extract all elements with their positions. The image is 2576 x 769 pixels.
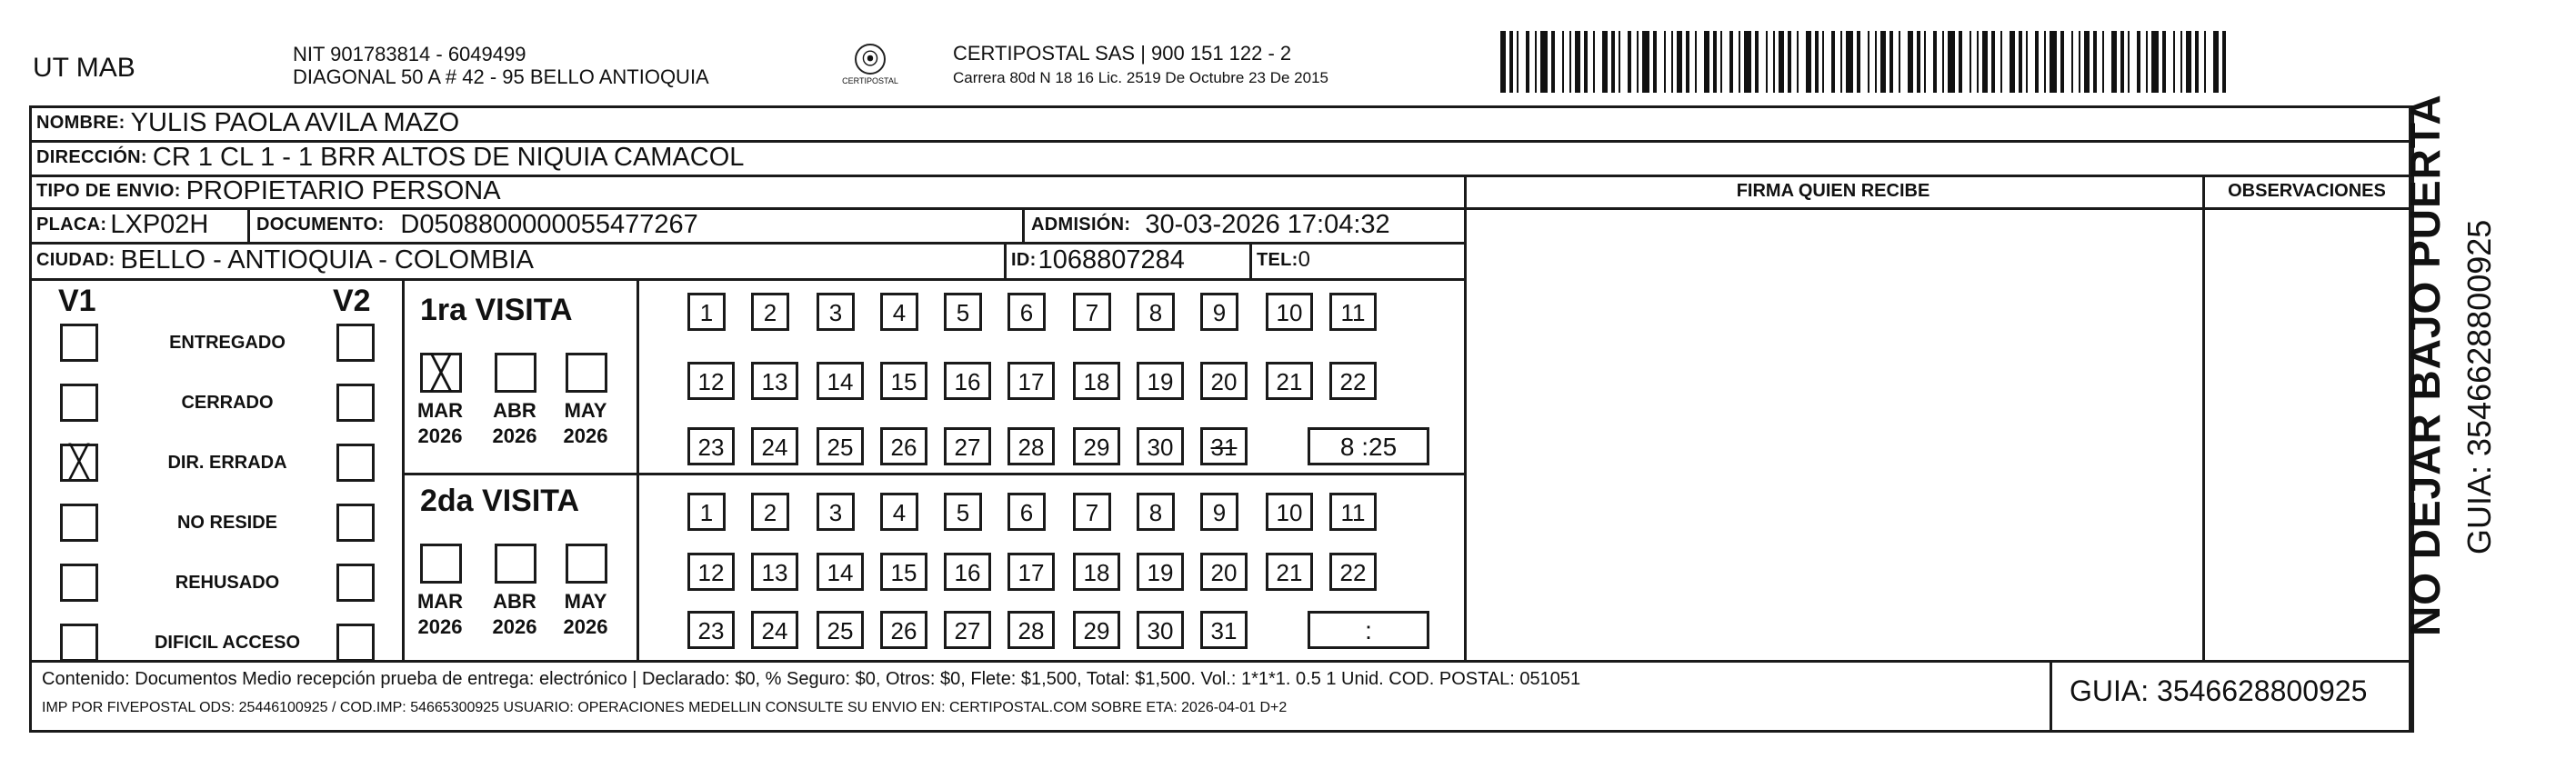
day-box[interactable]: 5: [944, 493, 982, 531]
day-box[interactable]: 12: [687, 553, 735, 591]
barcode-bar: [1868, 31, 1869, 93]
barcode-bar: [2111, 31, 2117, 93]
day-box[interactable]: 18: [1073, 362, 1120, 400]
barcode-bar: [1695, 31, 1697, 93]
day-box[interactable]: 6: [1007, 493, 1046, 531]
v2-checkbox[interactable]: [336, 384, 375, 422]
documento-value: D0508800000055477267: [400, 209, 698, 239]
day-box[interactable]: 20: [1200, 362, 1248, 400]
admision-cell: [1031, 207, 1390, 242]
day-box[interactable]: 13: [751, 553, 798, 591]
barcode-bar: [1806, 31, 1811, 93]
barcode-bar: [2146, 31, 2148, 93]
day-box[interactable]: 8: [1137, 293, 1175, 331]
day-box[interactable]: 24: [751, 427, 798, 465]
day-box[interactable]: 29: [1073, 427, 1120, 465]
day-box[interactable]: 1: [687, 293, 726, 331]
placa-divider: [247, 207, 250, 242]
day-box[interactable]: 10: [1266, 293, 1313, 331]
barcode-bar: [1739, 31, 1740, 93]
day-box[interactable]: 30: [1137, 611, 1184, 649]
address-value: CR 1 CL 1 - 1 BRR ALTOS DE NIQUIA CAMACOL: [152, 142, 745, 172]
certipostal-license: Carrera 80d N 18 16 Lic. 2519 De Octubre 23 De 2015: [953, 69, 1328, 86]
first-visit-title: 1ra VISITA: [420, 293, 573, 327]
name-label: NOMBRE:: [36, 112, 125, 133]
placa-value: LXP02H: [110, 209, 209, 239]
v2-checkbox[interactable]: [336, 564, 375, 602]
day-box[interactable]: 3: [817, 493, 855, 531]
barcode-bar: [1991, 31, 1995, 93]
day-box[interactable]: 10: [1266, 493, 1313, 531]
day-box[interactable]: 7: [1073, 293, 1111, 331]
day-box[interactable]: 11: [1329, 493, 1377, 531]
id-label: ID:: [1011, 249, 1037, 270]
barcode-bar: [1642, 31, 1649, 93]
logo-text: CERTIPOSTAL: [842, 76, 898, 85]
barcode-bar: [1822, 31, 1824, 93]
row-line: [29, 278, 1466, 281]
barcode-bar: [2071, 31, 2073, 93]
month-year: 2026: [417, 424, 463, 447]
day-box[interactable]: 16: [944, 362, 991, 400]
day-box[interactable]: 30: [1137, 427, 1184, 465]
day-box[interactable]: 15: [880, 362, 927, 400]
barcode-bar: [1755, 31, 1759, 93]
day-box[interactable]: 29: [1073, 611, 1120, 649]
certipostal-logo: [835, 44, 906, 85]
v1-checkbox[interactable]: ╳: [60, 444, 98, 482]
barcode-bar: [1840, 31, 1842, 93]
barcode-bar: [1982, 31, 1988, 93]
barcode-bar: [1773, 31, 1775, 93]
barcode-bar: [1744, 31, 1751, 93]
v1-checkbox[interactable]: [60, 624, 98, 662]
day-box[interactable]: 21: [1266, 362, 1313, 400]
barcode-bar: [2010, 31, 2015, 93]
day-box[interactable]: 12: [687, 362, 735, 400]
v1-label: V1: [58, 284, 96, 318]
barcode-bar: [2026, 31, 2028, 93]
barcode-bar: [1611, 31, 1615, 93]
day-box[interactable]: 17: [1007, 362, 1055, 400]
day-box[interactable]: 4: [880, 493, 918, 531]
certipostal-info: CERTIPOSTAL SAS | 900 151 122 - 2: [953, 42, 1292, 65]
barcode-bar: [2035, 31, 2039, 93]
barcode-bar: [1797, 31, 1799, 93]
month-checkbox[interactable]: [420, 544, 462, 584]
name-row: [36, 105, 459, 140]
ciudad-cell: [36, 242, 534, 278]
barcode-bar: [1664, 31, 1666, 93]
month-checkbox[interactable]: [566, 353, 607, 393]
day-box[interactable]: 2: [751, 493, 789, 531]
guia-number: GUIA: 3546628800925: [2070, 674, 2368, 707]
day-box[interactable]: 26: [880, 427, 927, 465]
company-address: DIAGONAL 50 A # 42 - 95 BELLO ANTIOQUIA: [293, 65, 709, 88]
barcode-bar: [1977, 31, 1979, 93]
admision-label: ADMISIÓN:: [1031, 214, 1131, 235]
v2-checkbox[interactable]: [336, 504, 375, 542]
day-box[interactable]: 22: [1329, 553, 1377, 591]
day-box[interactable]: 16: [944, 553, 991, 591]
status-label: NO RESIDE: [176, 513, 278, 533]
v2-checkbox[interactable]: [336, 624, 375, 662]
barcode-bar: [2213, 31, 2219, 93]
barcode-bar: [1619, 31, 1620, 93]
barcode-bar: [1500, 31, 1506, 93]
tel-value: 0: [1298, 247, 1310, 272]
barcode-bar: [2128, 31, 2130, 93]
barcode-bar: [1880, 31, 1886, 93]
documento-label: DOCUMENTO:: [256, 214, 385, 235]
day-box[interactable]: 21: [1266, 553, 1313, 591]
barcode-bar: [2019, 31, 2022, 93]
day-box[interactable]: 27: [944, 611, 991, 649]
time-box[interactable]: 8 :25: [1308, 427, 1429, 465]
barcode-bar: [2204, 31, 2206, 93]
barcode-bar: [2162, 31, 2166, 93]
tipo-value: PROPIETARIO PERSONA: [185, 175, 501, 205]
id-value: 1068807284: [1037, 245, 1185, 275]
day-box[interactable]: 31: [1200, 427, 1248, 465]
day-box[interactable]: 9: [1200, 493, 1238, 531]
tel-divider: [1249, 242, 1252, 278]
status-label: ENTREGADO: [169, 333, 286, 353]
barcode-bar: [2060, 31, 2064, 93]
day-box[interactable]: 6: [1007, 293, 1046, 331]
time-box[interactable]: :: [1308, 611, 1429, 649]
month-year: 2026: [492, 424, 537, 447]
name-value: YULIS PAOLA AVILA MAZO: [130, 107, 460, 137]
month-label: MAY: [564, 590, 607, 613]
status-divider: [402, 278, 405, 660]
barcode-bar: [1713, 31, 1717, 93]
barcode-bar: [1509, 31, 1513, 93]
day-box[interactable]: 27: [944, 427, 991, 465]
day-box[interactable]: 14: [817, 362, 864, 400]
barcode-bar: [1959, 31, 1962, 93]
day-box[interactable]: 4: [880, 293, 918, 331]
barcode-bar: [2102, 31, 2104, 93]
id-divider: [1004, 242, 1007, 278]
day-box[interactable]: 25: [817, 611, 864, 649]
barcode-bar: [1584, 31, 1588, 93]
barcode-bar: [1653, 31, 1657, 93]
barcode-bar: [2180, 31, 2182, 93]
tel-label: TEL:: [1257, 249, 1298, 270]
barcode-bar: [1889, 31, 1893, 93]
barcode-bar: [1908, 31, 1913, 93]
day-box[interactable]: 19: [1137, 553, 1184, 591]
placa-cell: [36, 207, 208, 242]
day-box[interactable]: 9: [1200, 293, 1238, 331]
day-box[interactable]: 3: [817, 293, 855, 331]
barcode-bar: [1899, 31, 1900, 93]
month-label: MAR: [416, 590, 464, 613]
month-checkbox[interactable]: [566, 544, 607, 584]
barcode-bar: [1917, 31, 1920, 93]
barcode-bar: [1779, 31, 1784, 93]
day-box[interactable]: 24: [751, 611, 798, 649]
id-cell: [1011, 242, 1185, 278]
tel-cell: [1257, 242, 1310, 278]
barcode-bar: [1788, 31, 1791, 93]
barcode-bar: [2093, 31, 2097, 93]
admision-divider: [1022, 207, 1025, 242]
day-box[interactable]: 1: [687, 493, 726, 531]
barcode-bar: [1637, 31, 1639, 93]
barcode-bar: [1593, 31, 1595, 93]
day-box[interactable]: 17: [1007, 553, 1055, 591]
barcode-bar: [2151, 31, 2159, 93]
barcode-bar: [1970, 31, 1971, 93]
barcode-bar: [1720, 31, 1722, 93]
barcode-bar: [1704, 31, 1709, 93]
barcode-bar: [1766, 31, 1768, 93]
firma-header-line: [1464, 207, 2411, 210]
second-visit-title: 2da VISITA: [420, 484, 580, 518]
barcode-bar: [1686, 31, 1689, 93]
guia-divider: [2050, 660, 2052, 733]
status-label: REHUSADO: [175, 573, 280, 593]
v1-checkbox[interactable]: [60, 384, 98, 422]
day-box[interactable]: 18: [1073, 553, 1120, 591]
barcode-bar: [2195, 31, 2199, 93]
footer-contenido: Contenido: Documentos Medio recepción prueba de entrega: electrónico | Declarado: $0, % Seguro: $0, Otros: $0, Flete: $1,500, Total: $1,500. Vol.: 1*1*1. 0.5 1 Unid. COD. POSTAL: 051051: [42, 669, 1581, 689]
day-box[interactable]: 2: [751, 293, 789, 331]
barcode-bar: [2084, 31, 2090, 93]
barcode-bar: [1569, 31, 1571, 93]
day-box[interactable]: 23: [687, 427, 735, 465]
day-box[interactable]: 25: [817, 427, 864, 465]
documento-cell: [256, 207, 698, 242]
guia-vertical: GUIA: 3546628800925: [2461, 219, 2498, 554]
barcode-bar: [1942, 31, 1944, 93]
barcode-bar: [1729, 31, 1733, 93]
barcode-bar: [1815, 31, 1819, 93]
barcode-bar: [1562, 31, 1564, 93]
barcode-bar: [1535, 31, 1537, 93]
barcode-bar: [1933, 31, 1937, 93]
month-checkbox[interactable]: [495, 544, 536, 584]
barcode-bar: [2050, 31, 2057, 93]
v2-checkbox[interactable]: [336, 444, 375, 482]
firma-left-line: [1464, 175, 1467, 660]
month-year: 2026: [563, 424, 608, 447]
company-name: UT MAB: [33, 53, 135, 83]
v2-checkbox[interactable]: [336, 324, 375, 362]
month-label: MAR: [416, 399, 464, 422]
barcode-bar: [2079, 31, 2080, 93]
barcode-bar: [1602, 31, 1608, 93]
tipo-row: [36, 175, 501, 207]
v1-checkbox[interactable]: [60, 504, 98, 542]
day-box[interactable]: 31: [1200, 611, 1248, 649]
barcode-bar: [1948, 31, 1955, 93]
barcode-bar: [2000, 31, 2002, 93]
row-line: [29, 660, 2411, 663]
v2-label: V2: [333, 284, 371, 318]
month-label: MAY: [564, 399, 607, 422]
status-label: CERRADO: [181, 393, 274, 413]
month-checkbox[interactable]: [495, 353, 536, 393]
barcode-bar: [1526, 31, 1529, 93]
barcode-bar: [1551, 31, 1555, 93]
day-box[interactable]: 19: [1137, 362, 1184, 400]
barcode-bar: [1831, 31, 1835, 93]
tipo-label: TIPO DE ENVIO:: [36, 180, 181, 201]
status-label: DIR. ERRADA: [167, 453, 287, 473]
barcode-bar: [2120, 31, 2124, 93]
day-box[interactable]: 8: [1137, 493, 1175, 531]
barcode-bar: [1671, 31, 1673, 93]
footer-imp: IMP POR FIVEPOSTAL ODS: 25446100925 / COD.IMP: 54665300925 USUARIO: OPERACIONES MEDELLIN CONSULTE SU ENVIO EN: CERTIPOSTAL.COM SOBRE ETA: 2026-04-01 D+2: [42, 700, 1288, 715]
barcode-bar: [1846, 31, 1853, 93]
status-label: DIFICIL ACCESO: [154, 633, 300, 653]
company-nit: NIT 901783814 - 6049499: [293, 43, 526, 65]
barcode-bar: [1857, 31, 1860, 93]
barcode-bar: [1677, 31, 1682, 93]
logo-icon: ⦿: [855, 44, 886, 75]
v1-checkbox[interactable]: [60, 564, 98, 602]
month-label: ABR: [493, 590, 536, 613]
barcode-bar: [1628, 31, 1631, 93]
placa-label: PLACA:: [36, 214, 107, 235]
month-year: 2026: [492, 615, 537, 638]
visit-middle-line: [402, 473, 1466, 475]
admision-value: 30-03-2026 17:04:32: [1145, 209, 1390, 239]
visit-divider: [636, 278, 639, 660]
obs-left-line: [2202, 175, 2205, 660]
address-label: DIRECCIÓN:: [36, 146, 147, 167]
day-box[interactable]: 26: [880, 611, 927, 649]
barcode-bar: [2222, 31, 2226, 93]
barcode-bar: [2137, 31, 2140, 93]
day-box[interactable]: 13: [751, 362, 798, 400]
day-box[interactable]: 5: [944, 293, 982, 331]
day-box[interactable]: 22: [1329, 362, 1377, 400]
barcode-bar: [2044, 31, 2046, 93]
month-checkbox[interactable]: ╳: [420, 353, 462, 393]
barcode: [1500, 31, 2228, 93]
day-box[interactable]: 7: [1073, 493, 1111, 531]
barcode-bar: [1575, 31, 1580, 93]
month-year: 2026: [563, 615, 608, 638]
ciudad-label: CIUDAD:: [36, 249, 115, 270]
ciudad-value: BELLO - ANTIOQUIA - COLOMBIA: [120, 245, 534, 275]
day-box[interactable]: 11: [1329, 293, 1377, 331]
barcode-bar: [1875, 31, 1877, 93]
firma-header: FIRMA QUIEN RECIBE: [1736, 180, 1930, 201]
observaciones-header: OBSERVACIONES: [2228, 180, 2386, 201]
barcode-bar: [1540, 31, 1548, 93]
barcode-bar: [2186, 31, 2191, 93]
month-label: ABR: [493, 399, 536, 422]
month-year: 2026: [417, 615, 463, 638]
day-box[interactable]: 28: [1007, 427, 1055, 465]
day-box[interactable]: 15: [880, 553, 927, 591]
day-box[interactable]: 14: [817, 553, 864, 591]
barcode-bar: [1517, 31, 1519, 93]
day-box[interactable]: 20: [1200, 553, 1248, 591]
day-box[interactable]: 23: [687, 611, 735, 649]
address-row: [36, 140, 744, 175]
barcode-bar: [1924, 31, 1926, 93]
no-dejar-warning: NO DEJAR BAJO PUERTA: [2401, 94, 2449, 636]
v1-checkbox[interactable]: [60, 324, 98, 362]
day-box[interactable]: 28: [1007, 611, 1055, 649]
barcode-bar: [2173, 31, 2175, 93]
